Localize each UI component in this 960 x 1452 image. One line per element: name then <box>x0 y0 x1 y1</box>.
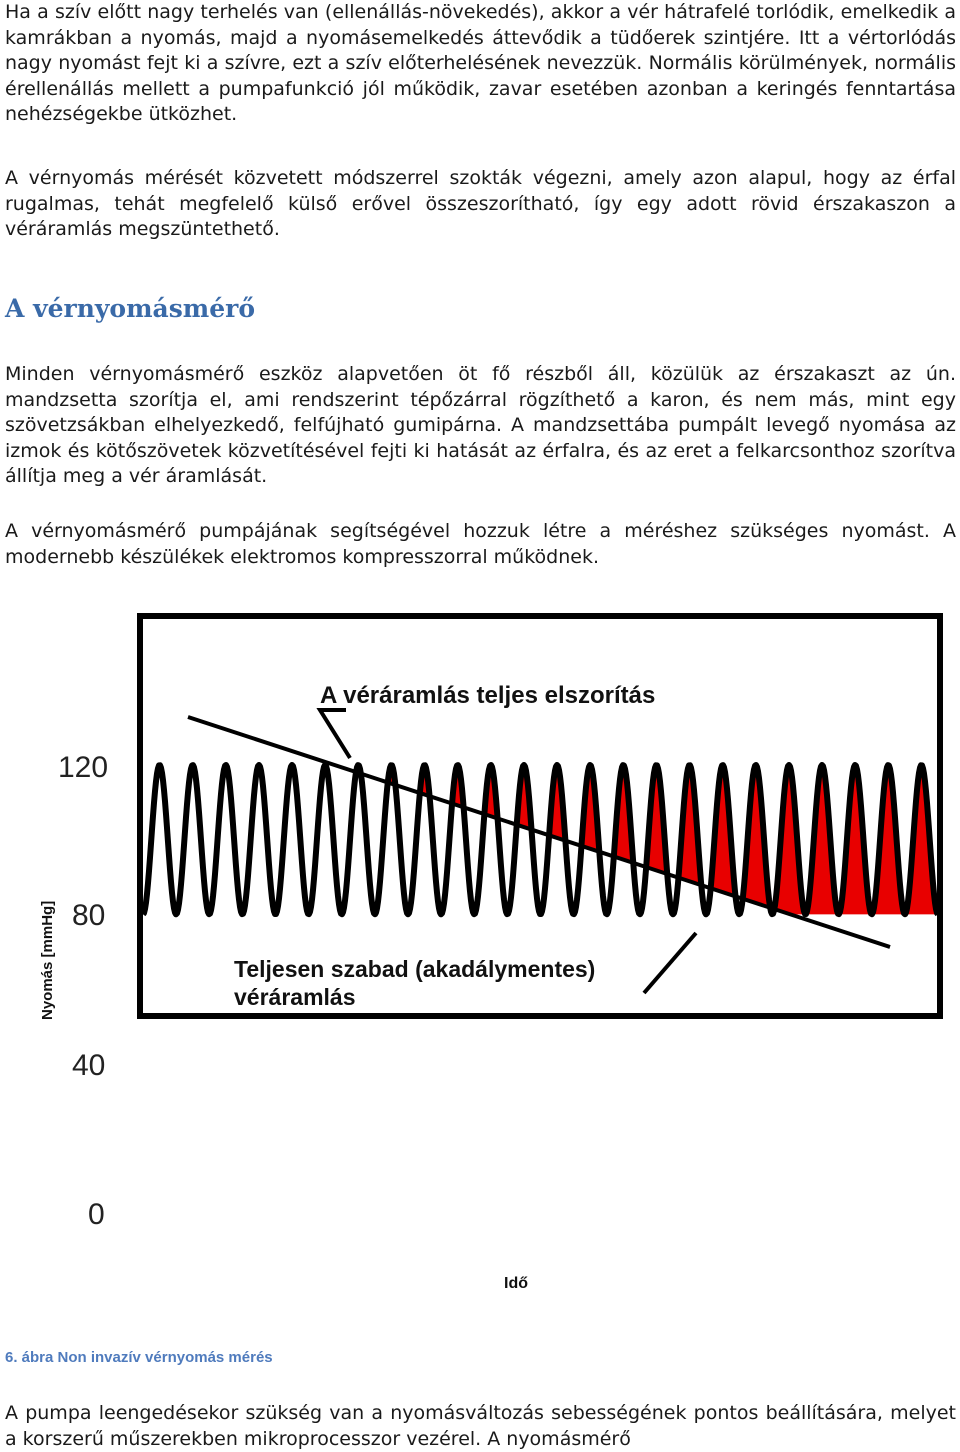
y-axis-label: Nyomás [mmHg] <box>39 901 56 1020</box>
intro-paragraph-2: A vérnyomás mérését közvetett módszerrel szokták végezni, amely azon alapul, hogy az érfal rugalmas, tehát megfelelő külső erővel összeszorítható, így egy adott rövid érszakaszon a véráramlás megszüntethető. <box>5 166 956 243</box>
x-axis-label: Idő <box>504 1275 528 1292</box>
body-paragraph-1: Minden vérnyomásmérő eszköz alapvetően öt fő részből áll, közülük az érszakaszt az ún. mandzsetta szorítja el, ami rendszerint tépőzárral rögzíthető a karon, és nem más, mint egy szövetzsákban elhelyezkedő, felfújható gumipárna. A mandzsettába pumpált levegő nyomása az izmok és kötőszövetek közvetítésével fejti ki hatását az érfalra, és az eret a felkarcsonthoz szorítva állítja meg a vér áramlását. <box>5 362 956 490</box>
figure-caption: 6. ábra Non invazív vérnyomás mérés <box>5 1349 273 1366</box>
annotation-top: A véráramlás teljes elszorítás <box>320 682 655 709</box>
closing-paragraph: A pumpa leengedésekor szükség van a nyomásváltozás sebességének pontos beállítására, melyet a korszerű műszerekben mikroprocesszor vezérel. A nyomásmérő <box>5 1401 956 1452</box>
ytick-120: 120 <box>58 751 108 784</box>
annotation-bottom-line1: Teljesen szabad (akadálymentes) <box>234 956 595 982</box>
ytick-0: 0 <box>88 1198 105 1231</box>
blood-pressure-figure <box>28 600 956 1315</box>
intro-paragraph-1: Ha a szív előtt nagy terhelés van (ellenállás-növekedés), akkor a vér hátrafelé torlódik, emelkedik a kamrákban a nyomás, majd a nyomásemelkedés áttevődik a tüdőerek szintjére. Itt a vértorlódás nagy nyomást fejt ki a szívre, ezt a szív előterhelésének nevezzük. Normális körülmények, normális érellenállás mellett a pumpafunkció jól működik, zavar esetében azonban a keringés fenntartása nehézségekbe ütközhet. <box>5 0 956 128</box>
ytick-40: 40 <box>72 1049 105 1082</box>
section-heading: A vérnyomásmérő <box>5 294 255 323</box>
body-paragraph-2: A vérnyomásmérő pumpájának segítségével hozzuk létre a méréshez szükséges nyomást. A modernebb készülékek elektromos kompresszorral működnek. <box>5 519 956 570</box>
ytick-80: 80 <box>72 899 105 932</box>
annotation-bottom-line2: véráramlás <box>234 984 356 1010</box>
